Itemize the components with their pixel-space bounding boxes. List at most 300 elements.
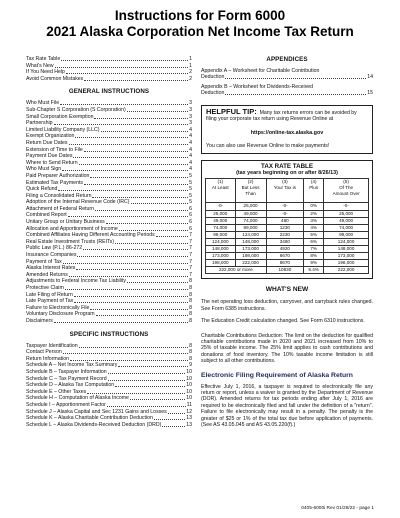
table-cell: 74,000 — [324, 224, 369, 231]
toc-entry-page: 8 — [189, 342, 192, 349]
toc-entry-page: 10 — [186, 388, 192, 395]
toc-general-list — [26, 100, 192, 324]
tax-rate-table — [205, 178, 369, 274]
toc-leader-dots — [101, 127, 189, 132]
toc-entry[interactable] — [26, 239, 192, 246]
toc-leader-dots — [79, 343, 188, 348]
toc-entry-label: Schedule I – Apportionment Factor — [26, 401, 106, 408]
toc-leader-dots — [168, 409, 185, 414]
toc-leader-dots — [73, 153, 188, 158]
toc-leader-dots — [92, 193, 188, 198]
toc-entry[interactable] — [26, 422, 192, 429]
toc-entry-label: Failure to Electronically File — [26, 304, 90, 311]
table-cell: 99,000 — [206, 231, 236, 238]
table-cell: 49,000 — [206, 217, 236, 224]
tax-table-column-header — [206, 179, 236, 203]
toc-entry[interactable] — [26, 376, 192, 383]
toc-entry-page: 6 — [189, 219, 192, 226]
table-cell: 148,000 — [235, 238, 266, 245]
toc-entry[interactable] — [26, 63, 192, 70]
toc-leader-dots — [62, 166, 188, 171]
toc-entry-page: 9 — [189, 362, 192, 369]
toc-entry-label: Schedule J – Alaska Capital and Sec 1231 Gains and Losses — [26, 408, 167, 415]
toc-leader-dots — [108, 369, 186, 374]
tax-table-header-line: At Least — [211, 185, 229, 191]
toc-entry[interactable] — [26, 245, 192, 252]
toc-entry-label: Where to Send Return — [26, 159, 78, 166]
toc-entry[interactable] — [26, 127, 192, 134]
toc-entry-page: 8 — [189, 311, 192, 318]
table-row — [206, 217, 369, 224]
table-cell: 4920 — [266, 245, 304, 252]
toc-entry-label: Schedule K – Alaska Charitable Contribution Deduction — [26, 415, 153, 422]
toc-leader-dots — [119, 226, 188, 231]
revenue-online-link[interactable]: https://online-tax.alaska.gov — [250, 129, 324, 136]
toc-leader-dots — [54, 318, 188, 323]
toc-leader-dots — [162, 422, 185, 427]
toc-entry-label: Schedule A – Net Income Tax Summary — [26, 362, 118, 369]
toc-leader-dots — [75, 133, 188, 138]
appendix-title: Appendix A – Worksheet for Charitable Contribution — [201, 68, 320, 74]
table-cell: -0- — [266, 203, 304, 210]
table-row — [206, 260, 369, 267]
whats-new-paragraph-3: Charitable Contributions Deduction: The limit on the deduction for qualified charitable contributions made in 2020 and 2021 increased from 10% to 25% of taxable income. The 25% limit applies to cash contributions and donations of food inventory. The 10% taxable income limitation is still subject to all other contributions. — [201, 332, 373, 365]
table-cell: 173,000 — [235, 245, 266, 252]
tax-table-header-line: (3) — [282, 179, 288, 185]
toc-leader-dots — [63, 259, 188, 264]
table-cell: 6% — [304, 238, 324, 245]
helpful-tip-label: HELPFUL TIP: — [206, 107, 257, 116]
toc-entry-page: 4 — [189, 159, 192, 166]
toc-entry[interactable] — [26, 173, 192, 180]
toc-entry-page: 8 — [189, 291, 192, 298]
toc-entry[interactable] — [26, 298, 192, 305]
toc-entry-page: 1 — [189, 62, 192, 69]
toc-entry-label: Adjustments to Federal Income Tax Liability — [26, 278, 126, 285]
table-row — [206, 231, 369, 238]
toc-entry[interactable] — [26, 311, 192, 318]
specific-instructions-heading: SPECIFIC INSTRUCTIONS — [69, 330, 149, 338]
toc-entry-label: Disclaimers — [26, 317, 53, 324]
toc-entry-label: Schedule D – Alaska Tax Computation — [26, 382, 115, 389]
table-cell: 74,000 — [206, 224, 236, 231]
toc-entry[interactable] — [26, 318, 192, 325]
toc-entry-page: 2 — [189, 75, 192, 82]
toc-entry-label: Avoid Common Mistakes — [26, 75, 84, 82]
toc-leader-dots — [107, 402, 186, 407]
toc-entry[interactable] — [26, 114, 192, 121]
toc-leader-dots — [63, 349, 188, 354]
table-row — [206, 253, 369, 260]
table-row — [206, 267, 369, 274]
toc-entry-label: Payment Due Dates — [26, 153, 73, 160]
table-row — [206, 238, 369, 245]
toc-entry[interactable] — [26, 343, 192, 350]
toc-entry-label: Extension of Time to File — [26, 146, 83, 153]
tax-rate-table-body — [206, 203, 369, 274]
toc-leader-dots — [65, 285, 188, 290]
toc-entry[interactable] — [26, 389, 192, 396]
toc-leader-dots — [106, 219, 188, 224]
toc-entry[interactable] — [26, 206, 192, 213]
toc-leader-dots — [76, 265, 188, 270]
toc-entry-page: 5 — [189, 179, 192, 186]
toc-leader-dots — [225, 74, 366, 79]
appendix-page: 14 — [367, 74, 373, 81]
toc-leader-dots — [90, 173, 188, 178]
toc-entry-label: Amended Returns — [26, 271, 68, 278]
toc-entry-label: Who Must Sign — [26, 166, 62, 173]
toc-leader-dots — [74, 298, 188, 303]
toc-entry[interactable] — [26, 292, 192, 299]
toc-entry-label: Partnership — [26, 120, 53, 127]
toc-entry[interactable] — [26, 107, 192, 114]
toc-entry-page: 7 — [189, 265, 192, 272]
toc-entry-label: Combined Affiliates Having Different Accounting Periods — [26, 232, 155, 239]
toc-entry[interactable] — [26, 356, 192, 363]
appendices-list — [201, 68, 373, 97]
electronic-filing-heading: Electronic Filing Requirement of Alaska Return — [201, 371, 353, 379]
table-cell: 9% — [304, 260, 324, 267]
tax-table-header-line: Than — [245, 190, 256, 196]
toc-entry[interactable] — [26, 369, 192, 376]
toc-leader-dots — [131, 199, 189, 204]
toc-entry-label: Allocation and Apportionment of Income — [26, 225, 118, 232]
tax-table-header-line: (5) — [343, 179, 349, 185]
toc-entry[interactable] — [26, 305, 192, 312]
tax-table-header-line: Of The — [339, 185, 354, 191]
table-cell: 124,000 — [235, 231, 266, 238]
helpful-tip-footer: You can also use Revenue Online to make payments! — [206, 142, 330, 149]
toc-entry[interactable] — [26, 395, 192, 402]
appendix-title: Appendix B – Worksheet for Dividends-Received — [201, 84, 314, 90]
toc-entry[interactable] — [26, 382, 192, 389]
toc-entry-label: Limited Liability Company (LLC) — [26, 126, 100, 133]
toc-entry-label: Schedule H – Computation of Alaska Income — [26, 395, 129, 402]
toc-entry[interactable] — [26, 120, 192, 127]
right-column — [201, 56, 373, 428]
toc-leader-dots — [84, 147, 188, 152]
document-title: Instructions for Form 6000 — [114, 8, 286, 23]
toc-leader-dots — [69, 272, 188, 277]
toc-leader-dots — [156, 232, 188, 237]
table-cell: 198,000 — [235, 253, 266, 260]
toc-leader-dots — [60, 100, 188, 105]
toc-entry-label: Paid Preparer Authorization — [26, 172, 90, 179]
table-cell: 8670 — [266, 260, 304, 267]
toc-entry[interactable] — [26, 193, 192, 200]
toc-entry-label: Voluntary Disclosure Program — [26, 311, 95, 318]
toc-entry[interactable] — [26, 259, 192, 266]
toc-leader-dots — [68, 212, 188, 217]
toc-entry[interactable] — [26, 180, 192, 187]
toc-entry-label: Combined Report — [26, 212, 67, 219]
toc-entry-page: 4 — [189, 139, 192, 146]
table-row — [206, 203, 369, 210]
toc-entry-page: 8 — [189, 349, 192, 356]
toc-entry[interactable] — [26, 415, 192, 422]
toc-entry-page: 8 — [189, 304, 192, 311]
table-cell: 198,000 — [206, 260, 236, 267]
appendix-entry[interactable] — [201, 68, 373, 81]
toc-entry-label: Insurance Companies — [26, 252, 77, 259]
toc-entry-page: 8 — [189, 355, 192, 362]
toc-entry-label: Return Due Dates — [26, 139, 68, 146]
table-cell: 6670 — [266, 253, 304, 260]
toc-specific-list — [26, 343, 192, 429]
document-subtitle: 2021 Alaska Corporation Net Income Tax Return — [46, 24, 354, 39]
toc-leader-dots — [54, 120, 189, 125]
toc-leader-dots — [74, 292, 188, 297]
appendix-page: 15 — [367, 90, 373, 97]
table-cell: 124,000 — [324, 238, 369, 245]
toc-leader-dots — [79, 160, 188, 165]
toc-entry[interactable] — [26, 362, 192, 369]
appendix-title-cont — [201, 90, 373, 97]
toc-entry[interactable] — [26, 133, 192, 140]
toc-entry[interactable] — [26, 140, 192, 147]
appendix-title-line2: Deduction — [201, 74, 225, 81]
toc-entry-page: 5 — [189, 199, 192, 206]
toc-entry-page: 4 — [189, 133, 192, 140]
toc-entry-page: 10 — [186, 395, 192, 402]
toc-entry-label: Schedule C – Tax Payment Record — [26, 375, 107, 382]
table-cell: 2230 — [266, 231, 304, 238]
tax-rate-table-header — [206, 179, 369, 203]
table-cell: -0- — [206, 203, 236, 210]
toc-entry-page: 10 — [186, 382, 192, 389]
toc-leader-dots — [69, 140, 189, 145]
toc-entry[interactable] — [26, 56, 192, 63]
toc-entry-label: Schedule E – Other Taxes — [26, 388, 87, 395]
table-cell: 0% — [304, 203, 324, 210]
toc-entry[interactable] — [26, 69, 192, 76]
toc-entry-page: 3 — [189, 106, 192, 113]
toc-entry-page: 3 — [189, 100, 192, 107]
table-cell: -0- — [324, 203, 369, 210]
toc-entry-page: 7 — [189, 271, 192, 278]
toc-entry-page: 8 — [189, 285, 192, 291]
toc-leader-dots — [66, 69, 188, 74]
toc-entry[interactable] — [26, 219, 192, 226]
toc-entry-page: 10 — [186, 368, 192, 375]
table-cell: 1230 — [266, 224, 304, 231]
toc-leader-dots — [96, 311, 188, 316]
table-cell: -0- — [266, 210, 304, 217]
tax-table-column-header — [324, 179, 369, 203]
toc-entry[interactable] — [26, 153, 192, 160]
toc-entry-page: 7 — [189, 252, 192, 259]
toc-entry-label: Real Estate Investment Trusts (REITs) — [26, 238, 114, 245]
tax-table-column-header — [266, 179, 304, 203]
general-instructions-heading: GENERAL INSTRUCTIONS — [68, 88, 150, 96]
tax-rate-table-subtitle: (tax years beginning on or after 8/26/13) — [236, 170, 338, 177]
toc-entry-label: What's New — [26, 62, 54, 69]
toc-entry[interactable] — [26, 226, 192, 233]
table-cell: 5% — [304, 231, 324, 238]
table-cell: 10830 — [266, 267, 304, 274]
table-cell: 198,000 — [324, 260, 369, 267]
table-cell: 222,000 or more — [206, 267, 267, 274]
toc-entry[interactable] — [26, 147, 192, 154]
tax-table-header-line: (2) — [247, 179, 254, 185]
toc-entry-label: Sub-Chapter S Corporation (S Corporation) — [26, 106, 126, 113]
table-cell: 173,000 — [206, 253, 236, 260]
toc-entry-label: Unitary Group or Unitary Business — [26, 219, 105, 226]
toc-entry-label: Alaska Interest Rates — [26, 265, 76, 272]
toc-entry-page: 3 — [189, 120, 192, 127]
table-row — [206, 210, 369, 217]
toc-entry-label: Late Filing of Return — [26, 291, 73, 298]
table-cell: 148,000 — [206, 245, 236, 252]
table-cell: 99,000 — [324, 231, 369, 238]
tax-table-column-header — [235, 179, 266, 203]
table-cell: 25,000 — [324, 210, 369, 217]
toc-entry[interactable] — [26, 199, 192, 206]
toc-leader-dots — [154, 415, 185, 420]
toc-leader-dots — [55, 63, 189, 68]
toc-entry[interactable] — [26, 349, 192, 356]
toc-entry-page: 3 — [189, 113, 192, 120]
toc-entry[interactable] — [26, 409, 192, 416]
table-cell: 49,000 — [235, 210, 266, 217]
table-cell: 3480 — [266, 238, 304, 245]
left-column — [26, 56, 192, 428]
table-cell: 99,000 — [235, 224, 266, 231]
toc-leader-dots — [77, 252, 188, 257]
page-footer: 0405-6000i Rev 01/28/22 - page 1 — [301, 506, 374, 511]
toc-entry-label: Estimated Tax Payments — [26, 179, 83, 186]
table-cell: 74,000 — [235, 217, 266, 224]
toc-entry-page: 2 — [189, 69, 192, 76]
toc-leader-dots — [94, 114, 188, 119]
toc-leader-dots — [61, 56, 188, 61]
table-cell: 2% — [304, 210, 324, 217]
toc-entry-page: 7 — [189, 258, 192, 265]
toc-entry[interactable] — [26, 76, 192, 83]
toc-leader-dots — [127, 107, 188, 112]
table-cell: 9.4% — [304, 267, 324, 274]
toc-entry-label: Return Information — [26, 355, 69, 362]
toc-entry[interactable] — [26, 100, 192, 107]
appendix-title-cont — [201, 74, 373, 81]
toc-entry-page: 8 — [189, 278, 192, 285]
tax-table-header-line: Plus — [309, 185, 319, 191]
tax-rate-table-title: TAX RATE TABLE — [261, 163, 313, 171]
tax-rate-table-box — [201, 160, 373, 279]
toc-entry-label: Contact Person — [26, 349, 62, 356]
toc-leader-dots — [58, 186, 188, 191]
table-cell: 173,000 — [324, 253, 369, 260]
toc-leader-dots — [87, 389, 185, 394]
whats-new-paragraph-1: The net operating loss deduction, carryover, and carryback rules changed. See Form 6385 instructions. — [201, 299, 373, 312]
toc-entry-label: Attachment of Federal Return — [26, 205, 95, 212]
toc-leader-dots — [84, 76, 188, 81]
table-cell: 4% — [304, 224, 324, 231]
table-cell: 25,000 — [206, 210, 236, 217]
toc-leader-dots — [70, 356, 188, 361]
toc-leader-dots — [127, 278, 188, 283]
toc-entry[interactable] — [26, 265, 192, 272]
toc-entry[interactable] — [26, 186, 192, 193]
toc-entry[interactable] — [26, 285, 192, 292]
toc-entry-label: Small Corporation Exemption — [26, 113, 94, 120]
toc-entry-page: 6 — [189, 225, 192, 232]
toc-leader-dots — [83, 245, 188, 250]
toc-entry-label: Filing a Consolidated Return — [26, 192, 92, 199]
toc-entry-page: 5 — [189, 192, 192, 199]
toc-leader-dots — [115, 382, 185, 387]
toc-entry-page: 6 — [189, 212, 192, 219]
helpful-tip-text — [206, 109, 368, 123]
toc-entry-page: 4 — [189, 126, 192, 133]
toc-entry-page: 8 — [189, 298, 192, 305]
whats-new-paragraph-2: The Education Credit calculation changed. See Form 6310 instructions. — [201, 318, 365, 325]
tax-table-header-line: Amount Over — [332, 190, 360, 196]
toc-entry-label: If You Need Help — [26, 69, 65, 76]
toc-entry-label: Schedule L – Alaska Dividends-Received Deduction (DRD) — [26, 421, 162, 428]
toc-entry-label: Quick Refund — [26, 186, 58, 193]
toc-entry[interactable] — [26, 232, 192, 239]
toc-entry-page: 4 — [189, 146, 192, 153]
toc-entry[interactable] — [26, 160, 192, 167]
tax-table-header-line: Your Tax is — [273, 185, 296, 191]
appendix-entry[interactable] — [201, 84, 373, 97]
appendices-heading: APPENDICES — [266, 56, 308, 63]
whats-new-heading: WHAT'S NEW — [265, 286, 309, 294]
helpful-tip-body: Many tax returns errors can be avoided by filing your corporate tax return using Revenue Online at — [206, 110, 357, 123]
toc-leader-dots — [95, 206, 188, 211]
toc-entry-page: 1 — [189, 56, 192, 62]
table-row — [206, 245, 369, 252]
toc-entry[interactable] — [26, 252, 192, 259]
toc-leader-dots — [108, 376, 186, 381]
toc-entry-page: 5 — [189, 186, 192, 193]
toc-entry-label: Taxpayer Identification — [26, 342, 78, 349]
toc-entry-page: 4 — [189, 166, 192, 173]
toc-leader-dots — [130, 395, 185, 400]
toc-entry[interactable] — [26, 212, 192, 219]
appendix-title-line2: Deduction — [201, 90, 225, 97]
table-cell: 3% — [304, 217, 324, 224]
helpful-tip-box — [201, 105, 373, 154]
toc-leader-dots — [84, 180, 188, 185]
toc-entry-page: 7 — [189, 238, 192, 245]
toc-entry[interactable] — [26, 278, 192, 285]
table-cell: 7% — [304, 245, 324, 252]
toc-entry-label: Late Payment of Tax — [26, 298, 74, 305]
tax-table-header-line: (4) — [310, 179, 317, 185]
toc-entry-page: 10 — [186, 375, 192, 382]
table-cell: 124,000 — [206, 238, 236, 245]
table-cell: 222,000 — [324, 267, 369, 274]
toc-entry[interactable] — [26, 272, 192, 279]
toc-entry-page: 7 — [189, 245, 192, 252]
toc-entry-page: 8 — [189, 317, 192, 324]
tax-table-header-line: (1) — [217, 179, 224, 185]
electronic-filing-paragraph: Effective July 1, 2016, a taxpayer is required to electronically file any return or report, unless a waiver is granted by the Department of Revenue (DOR). Amended returns for tax periods ending after July 1, 2016 are required to be electronically filed and fall under the definition of a "return". Failure to file electronically may result in a penalty. The penalty is the greater of $25 or 1% of the total tax due before application of payments. (See AS 43.05.045 and AS 43.05.220(f).) — [201, 383, 373, 429]
toc-entry-label: Who Must File — [26, 100, 60, 107]
toc-entry[interactable] — [26, 166, 192, 173]
toc-leader-dots — [118, 362, 188, 367]
toc-entry[interactable] — [26, 402, 192, 409]
table-row — [206, 224, 369, 231]
toc-entry-page: 13 — [186, 415, 192, 422]
toc-leader-dots — [115, 239, 188, 244]
toc-entry-label: Schedule B – Taxpayer Information — [26, 368, 107, 375]
toc-entry-page: 5 — [189, 172, 192, 179]
table-cell: 222,000 — [235, 260, 266, 267]
